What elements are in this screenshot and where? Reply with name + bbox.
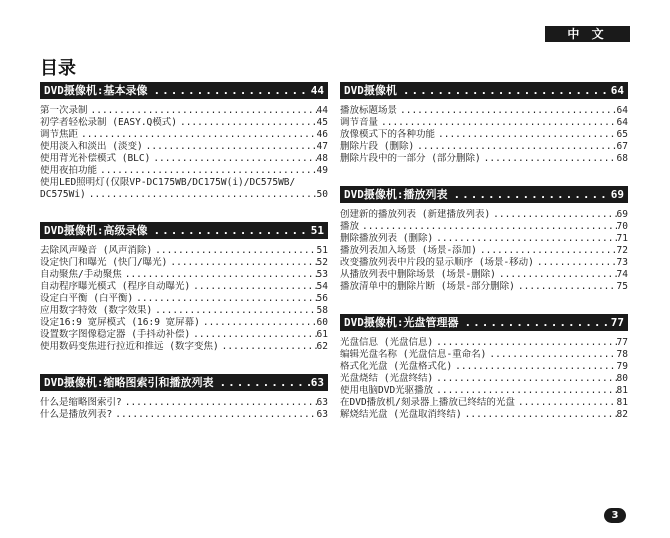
entry-title: 第一次录制 [40, 105, 88, 116]
entry-title: 什么是缩略图索引? [40, 397, 122, 408]
toc-entry[interactable] [40, 397, 328, 409]
entry-page: 50 [316, 189, 328, 200]
entry-page: 67 [616, 141, 628, 152]
toc-entry[interactable] [40, 281, 328, 293]
section-title: DVD摄像机:光盘管理器 [344, 316, 459, 329]
entry-page: 82 [616, 409, 628, 420]
section-page: 63 [310, 376, 324, 389]
entry-title: 应用数字特效 (数字效果) [40, 305, 153, 316]
entry-title: 从播放列表中删除场景 (场景-删除) [340, 269, 496, 280]
entry-title: 去除风声噪音 (风声消除) [40, 245, 153, 256]
toc-entry[interactable] [340, 257, 628, 269]
toc-entry[interactable] [340, 397, 628, 409]
entry-page: 65 [616, 129, 628, 140]
toc-entry[interactable] [340, 349, 628, 361]
entry-title: 自动程序曝光模式 (程序自动曝光) [40, 281, 191, 292]
section-title: DVD摄像机:缩略图索引和播放列表 [44, 376, 214, 389]
entry-title: 播放 [340, 221, 360, 232]
toc-entry[interactable] [40, 293, 328, 305]
entry-title: 播放标题场景 [340, 105, 398, 116]
entry-title: 初学者轻松录制 (EASY.Q模式) [40, 117, 177, 128]
toc-entry[interactable] [340, 129, 628, 141]
entry-page: 75 [616, 281, 628, 292]
entry-title: 光盘烧结 (光盘终结) [340, 373, 434, 384]
entry-page: 52 [316, 257, 328, 268]
page-number-badge: 3 [604, 508, 626, 523]
section-page: 64 [610, 84, 624, 97]
language-tab: 中 文 [545, 26, 630, 42]
entry-title-line2: DC575Wi) [40, 189, 86, 200]
toc-entry[interactable] [340, 245, 628, 257]
entry-title: 创建新的播放列表 (新建播放列表) [340, 209, 491, 220]
toc-section [40, 222, 328, 353]
toc-entry[interactable] [40, 153, 328, 165]
entry-title: 使用淡入和淡出 (淡变) [40, 141, 143, 152]
entry-page: 47 [316, 141, 328, 152]
toc-entry[interactable] [340, 105, 628, 117]
section-header[interactable] [340, 186, 628, 203]
toc-entry[interactable] [40, 245, 328, 257]
section-header[interactable] [40, 374, 328, 391]
toc-entry[interactable] [40, 329, 328, 341]
entry-page: 63 [316, 409, 328, 420]
entry-page: 49 [316, 165, 328, 176]
entry-title: 播放列表加入场景 (场景-添加) [340, 245, 477, 256]
toc-entry[interactable] [340, 269, 628, 281]
entry-title: 放像模式下的各种功能 [340, 129, 436, 140]
entry-page: 51 [316, 245, 328, 256]
entry-page: 63 [316, 397, 328, 408]
entry-page: 69 [616, 209, 628, 220]
entry-page: 73 [616, 257, 628, 268]
section-title: DVD摄像机:播放列表 [344, 188, 448, 201]
toc-entry[interactable] [340, 209, 628, 221]
entry-title: 设置数字图像稳定器 (手抖动补偿) [40, 329, 191, 340]
toc-entry[interactable] [40, 105, 328, 117]
section-title: DVD摄像机:高级录像 [44, 224, 148, 237]
toc-entry[interactable] [340, 337, 628, 349]
entry-title: 删除片段中的一部分 (部分删除) [340, 153, 481, 164]
entry-title: 删除片段 (删除) [340, 141, 415, 152]
entry-title: 删除播放列表 (删除) [340, 233, 434, 244]
entry-title: 播放清单中的删除片断 (场景-部分删除) [340, 281, 515, 292]
entry-page: 70 [616, 221, 628, 232]
entry-page: 61 [316, 329, 328, 340]
toc-entry[interactable] [340, 221, 628, 233]
entry-title: 解烧结光盘 (光盘取消终结) [340, 409, 462, 420]
toc-entry[interactable] [340, 281, 628, 293]
section-page: 69 [610, 188, 624, 201]
entry-page: 53 [316, 269, 328, 280]
entry-title: 设定快门和曝光 (快门/曝光) [40, 257, 168, 268]
entry-page: 78 [616, 349, 628, 360]
entry-page: 62 [316, 341, 328, 352]
entry-page: 54 [316, 281, 328, 292]
section-header[interactable] [340, 314, 628, 331]
toc-left-column [40, 82, 328, 421]
section-header[interactable] [40, 82, 328, 99]
entry-title: 设定白平衡 (白平衡) [40, 293, 134, 304]
section-header[interactable] [40, 222, 328, 239]
toc-section [340, 186, 628, 293]
entry-title: 设定16:9 宽屏模式 (16:9 宽屏幕) [40, 317, 200, 328]
entry-title: 使用夜拍功能 [40, 165, 98, 176]
entry-title: 自动聚焦/手动聚焦 [40, 269, 122, 280]
entry-page: 64 [616, 105, 628, 116]
toc-entry[interactable] [40, 177, 328, 201]
section-page: 44 [310, 84, 324, 97]
section-title: DVD摄像机 [344, 84, 397, 97]
entry-title: 什么是播放列表? [40, 409, 113, 420]
entry-title-line1: 使用LED照明灯(仅限VP-DC175WB/DC175W(i)/DC575WB/ [40, 177, 296, 188]
toc-entry[interactable] [340, 373, 628, 385]
entry-page: 79 [616, 361, 628, 372]
toc-section [40, 82, 328, 201]
section-title: DVD摄像机:基本录像 [44, 84, 148, 97]
entry-page: 68 [616, 153, 628, 164]
entry-title: 使用数码变焦进行拉近和推远 (数字变焦) [40, 341, 219, 352]
entry-page: 71 [616, 233, 628, 244]
entry-page: 74 [616, 269, 628, 280]
toc-entry[interactable] [40, 165, 328, 177]
entry-page: 77 [616, 337, 628, 348]
toc-section [40, 374, 328, 421]
toc-entry[interactable] [40, 141, 328, 153]
toc-entry[interactable] [40, 409, 328, 421]
entry-title: 光盘信息 (光盘信息) [340, 337, 434, 348]
toc-section [340, 82, 628, 165]
toc-entry[interactable] [340, 409, 628, 421]
entry-page: 48 [316, 153, 328, 164]
entry-page: 44 [316, 105, 328, 116]
toc-entry[interactable] [340, 233, 628, 245]
entry-title: 调节音量 [340, 117, 379, 128]
section-page: 51 [310, 224, 324, 237]
toc-section [340, 314, 628, 421]
entry-page: 64 [616, 117, 628, 128]
page-title: 目录 [40, 58, 76, 79]
toc-entry[interactable] [340, 385, 628, 397]
entry-page: 58 [316, 305, 328, 316]
toc-entry[interactable] [40, 341, 328, 353]
entry-title: 在DVD播放机/刻录器上播放已终结的光盘 [340, 397, 515, 408]
entry-page: 45 [316, 117, 328, 128]
entry-title: 使用背光补偿模式 (BLC) [40, 153, 151, 164]
entry-page: 56 [316, 293, 328, 304]
entry-page: 46 [316, 129, 328, 140]
entry-title: 使用电脑DVD光驱播放 [340, 385, 434, 396]
entry-title: 调节焦距 [40, 129, 79, 140]
entry-title: 格式化光盘 (光盘格式化) [340, 361, 453, 372]
toc-entry[interactable] [40, 317, 328, 329]
entry-title: 编辑光盘名称 (光盘信息-重命名) [340, 349, 487, 360]
entry-page: 60 [316, 317, 328, 328]
toc-entry[interactable] [40, 257, 328, 269]
toc-entry[interactable] [40, 117, 328, 129]
toc-entry[interactable] [340, 141, 628, 153]
toc-entry[interactable] [40, 129, 328, 141]
entry-page: 80 [616, 373, 628, 384]
toc-entry[interactable] [340, 361, 628, 373]
entry-page: 81 [616, 397, 628, 408]
entry-page: 72 [616, 245, 628, 256]
toc-right-column [340, 82, 628, 421]
section-header[interactable] [340, 82, 628, 99]
toc-entry[interactable] [340, 117, 628, 129]
entry-page: 81 [616, 385, 628, 396]
entry-title: 改变播放列表中片段的显示顺序 (场景-移动) [340, 257, 534, 268]
toc-entry[interactable] [340, 153, 628, 165]
section-page: 77 [610, 316, 624, 329]
toc-entry[interactable] [40, 305, 328, 317]
toc-entry[interactable] [40, 269, 328, 281]
